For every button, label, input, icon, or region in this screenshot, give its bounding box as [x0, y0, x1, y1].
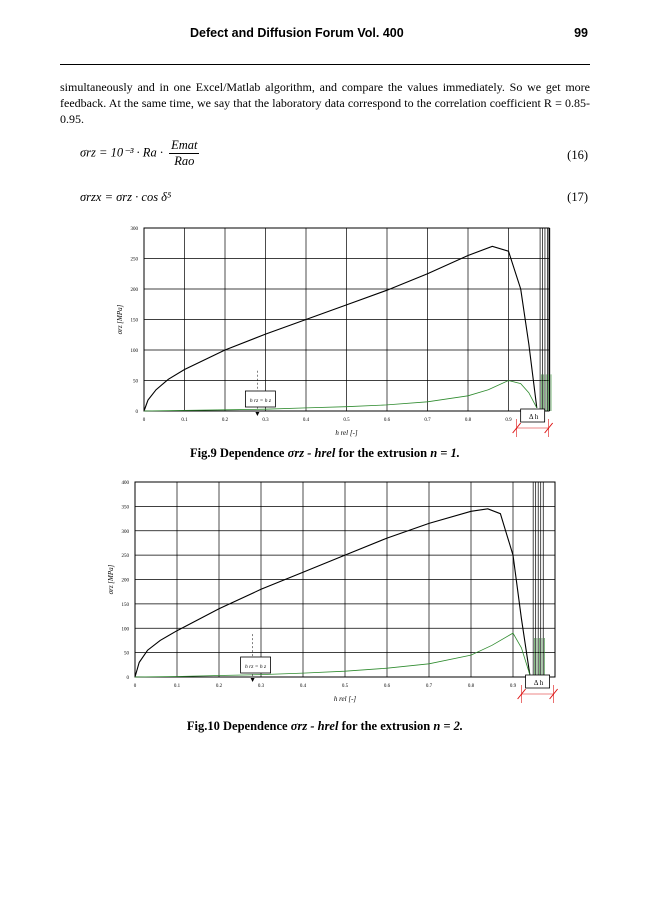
fig10-caption-vars: σrz - hrel: [290, 719, 339, 733]
x-tick-label: 0.9: [505, 418, 512, 423]
y-tick-label: 400: [121, 481, 129, 486]
y-tick-label: 100: [130, 349, 138, 354]
y-tick-label: 0: [135, 410, 138, 415]
x-tick-label: 0.2: [221, 418, 229, 423]
page-number: 99: [574, 26, 588, 40]
x-tick-label: 0.3: [262, 418, 269, 423]
annotation-delta-h-text: Δ h: [528, 413, 539, 421]
x-tick-label: 0.7: [425, 684, 433, 689]
x-tick-label: 0.8: [467, 684, 475, 689]
fig10-caption-suffix: for the extrusion: [338, 719, 434, 733]
x-axis-label: h rel [-]: [335, 429, 358, 437]
figure-9-chart: [110, 218, 560, 440]
y-axis-label: σrz [MPa]: [107, 564, 115, 595]
equation-number-16: (16): [567, 148, 588, 162]
y-tick-label: 50: [124, 651, 129, 657]
y-tick-label: 200: [130, 288, 138, 293]
y-tick-label: 100: [121, 627, 129, 633]
y-axis-label: σrz [MPa]: [116, 304, 124, 335]
series-line-sigma-rzx: [144, 381, 537, 412]
fig9-caption-suffix: for the extrusion: [335, 446, 431, 460]
fig10-caption-n: n = 2.: [433, 719, 464, 733]
fig9-caption-n: n = 1.: [430, 446, 460, 460]
annotation-arrow: [255, 412, 259, 416]
y-tick-label: 250: [130, 257, 138, 263]
eq16-rhs: = 10⁻³ · Ra ·: [99, 145, 163, 160]
x-tick-label: 0.9: [509, 684, 517, 689]
y-tick-label: 150: [121, 602, 129, 608]
x-tick-label: 0.5: [343, 418, 350, 423]
annotation-hrz-text: h rz = h z: [249, 398, 271, 404]
x-tick-label: 0.5: [341, 684, 349, 689]
x-tick-label: 0.6: [383, 684, 391, 689]
figure-10-chart: [100, 474, 570, 714]
annotation-arrow: [251, 678, 255, 682]
eq16-denominator: Rao: [174, 154, 195, 168]
figure-10-caption: [0, 719, 650, 734]
series-line-sigma-rz: [144, 246, 537, 411]
annotation-delta-h-text: Δ h: [533, 679, 544, 687]
fig9-caption-prefix: Fig.9 Dependence: [190, 446, 288, 460]
y-tick-label: 50: [133, 379, 138, 385]
x-tick-label: 0: [133, 684, 137, 689]
x-tick-label: 0.8: [464, 418, 472, 423]
x-tick-label: 0.2: [215, 684, 223, 689]
y-tick-label: 150: [130, 318, 138, 324]
x-axis-label: h rel [-]: [333, 695, 357, 703]
x-tick-label: 0.4: [302, 418, 310, 423]
x-tick-label: 0.1: [173, 684, 181, 689]
equation-16: [80, 138, 199, 169]
annotation-hrz-text: h rz = h z: [245, 664, 267, 670]
x-tick-label: 0.7: [424, 418, 431, 423]
y-tick-label: 0: [126, 676, 129, 681]
fig9-caption-vars: σrz - hrel: [287, 446, 336, 460]
y-tick-label: 300: [121, 529, 129, 535]
eq16-lhs: σrz: [80, 145, 96, 160]
body-paragraph: simultaneously and in one Excel/Matlab algorithm, and compare the values immediately. So we get more feedback. At the same time, we say that the laboratory data correspond to the correlation coefficient R = 0.85-0.95.: [60, 80, 590, 126]
equation-number-17: (17): [567, 190, 588, 204]
x-tick-label: 0.1: [181, 418, 188, 423]
figure-9-caption: [0, 446, 650, 461]
y-tick-label: 250: [121, 554, 129, 560]
x-tick-label: 0.6: [383, 418, 391, 423]
y-tick-label: 350: [121, 505, 129, 511]
series-line-sigma-rz: [135, 509, 530, 677]
journal-title: Defect and Diffusion Forum Vol. 400: [190, 26, 404, 40]
x-tick-label: 0.4: [299, 684, 307, 689]
x-tick-label: 0: [142, 418, 146, 423]
y-tick-label: 300: [130, 227, 138, 232]
eq16-fraction: [169, 138, 199, 169]
equation-17: σrzx = σrz · cos δ⁵: [80, 190, 172, 204]
y-tick-label: 200: [121, 578, 129, 584]
fig10-caption-prefix: Fig.10 Dependence: [186, 719, 291, 733]
eq16-numerator: Emat: [171, 138, 198, 152]
series-line-sigma-rzx: [135, 633, 530, 677]
x-tick-label: 0.3: [257, 684, 265, 689]
page-header: [60, 24, 590, 65]
